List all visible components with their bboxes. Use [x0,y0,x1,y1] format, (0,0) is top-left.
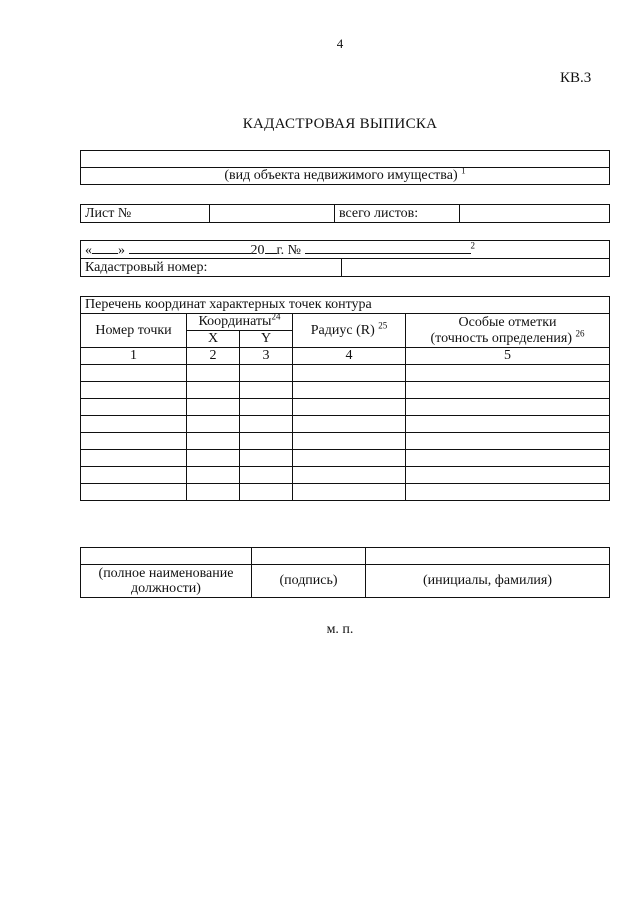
total-sheets-field[interactable] [460,205,610,223]
coordinate-cell[interactable] [81,433,187,450]
signature-field[interactable] [252,548,366,565]
col-number: 3 [240,348,293,365]
coordinate-cell[interactable] [81,450,187,467]
coordinate-cell[interactable] [240,450,293,467]
coordinate-row [81,467,610,484]
coordinate-cell[interactable] [293,399,406,416]
coordinate-cell[interactable] [293,467,406,484]
coordinate-cell[interactable] [293,484,406,501]
col-special-notes: Особые отметки (точность определения) $^{26}$ [406,314,610,348]
col-number: 5 [406,348,610,365]
coordinate-cell[interactable] [406,365,610,382]
coordinate-row [81,399,610,416]
footnote-ref-2: 2 [470,240,476,251]
coordinate-row [81,433,610,450]
coordinate-cell[interactable] [81,484,187,501]
coordinate-cell[interactable] [406,416,610,433]
coordinate-cell[interactable] [293,416,406,433]
coordinate-cell[interactable] [406,399,610,416]
col-point-number: Номер точки [81,314,187,348]
date-number-line[interactable]: « » 20 г. № $^2$ [81,241,610,259]
col-number: 1 [81,348,187,365]
col-x: X [187,331,240,348]
sheet-label: Лист № [81,205,210,223]
cadastral-number-field[interactable] [342,259,610,277]
object-type-caption: (вид объекта недвижимого имущества) $^1$ [81,168,610,185]
col-coordinates: Координаты$^{24}$ [187,314,293,331]
coordinates-table-title: Перечень координат характерных точек контура [81,297,610,314]
coordinate-cell[interactable] [187,399,240,416]
document-title: КАДАСТРОВАЯ ВЫПИСКА [242,116,438,132]
coordinate-rows [81,365,610,501]
coordinate-cell[interactable] [187,467,240,484]
col-number: 2 [187,348,240,365]
footnote-ref-1: 1 [461,165,466,176]
coordinate-cell[interactable] [81,467,187,484]
coordinate-cell[interactable] [240,467,293,484]
coordinate-cell[interactable] [293,433,406,450]
coordinate-cell[interactable] [240,433,293,450]
coordinate-cell[interactable] [406,484,610,501]
coordinate-cell[interactable] [240,365,293,382]
coordinate-cell[interactable] [240,416,293,433]
coordinate-cell[interactable] [81,399,187,416]
coordinate-cell[interactable] [81,382,187,399]
coordinate-row [81,484,610,501]
coordinate-row [81,365,610,382]
coordinate-cell[interactable] [406,450,610,467]
object-type-field[interactable] [81,151,610,168]
coordinate-cell[interactable] [81,365,187,382]
object-type-table [80,150,610,185]
signature-caption: (подпись) [252,565,366,598]
coordinate-cell[interactable] [406,382,610,399]
registration-table [80,240,610,277]
coordinate-cell[interactable] [406,467,610,484]
form-code: КВ.3 [560,70,592,86]
coordinate-cell[interactable] [187,450,240,467]
coordinate-row [81,416,610,433]
coordinates-table [80,296,610,501]
coordinate-cell[interactable] [187,365,240,382]
page-number: 4 [336,36,344,51]
coordinate-cell[interactable] [187,416,240,433]
stamp-place: м. п. [326,622,354,637]
coordinate-cell[interactable] [187,382,240,399]
coordinate-cell[interactable] [187,484,240,501]
coordinate-cell[interactable] [293,450,406,467]
col-number: 4 [293,348,406,365]
sheet-number-field[interactable] [210,205,335,223]
sheet-table [80,204,610,223]
name-caption: (инициалы, фамилия) [366,565,610,598]
signature-table [80,547,610,598]
coordinate-cell[interactable] [293,382,406,399]
position-caption: (полное наименование должности) [81,565,252,598]
coordinate-cell[interactable] [187,433,240,450]
coordinate-cell[interactable] [240,382,293,399]
coordinate-row [81,382,610,399]
coordinate-cell[interactable] [293,365,406,382]
coordinate-cell[interactable] [240,484,293,501]
col-y: Y [240,331,293,348]
name-field[interactable] [366,548,610,565]
total-sheets-label: всего листов: [335,205,460,223]
col-radius: Радиус (R) $^{25}$ [293,314,406,348]
coordinate-cell[interactable] [81,416,187,433]
position-field[interactable] [81,548,252,565]
coordinate-cell[interactable] [240,399,293,416]
coordinate-row [81,450,610,467]
cadastral-number-label: Кадастровый номер: [81,259,342,277]
coordinate-cell[interactable] [406,433,610,450]
